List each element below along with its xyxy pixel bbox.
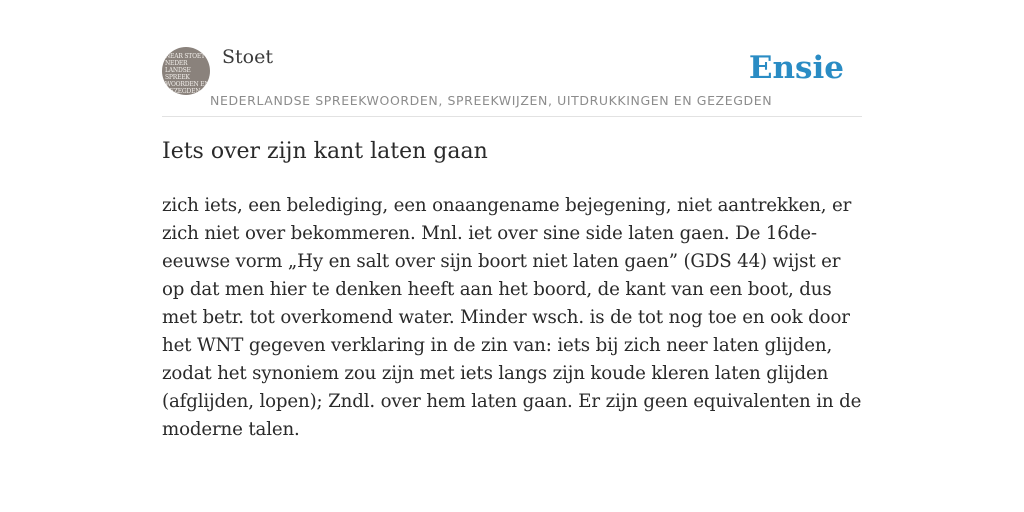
- entry-title: Iets over zijn kant laten gaan: [162, 139, 488, 164]
- source-avatar[interactable]: [162, 47, 210, 95]
- source-author[interactable]: Stoet: [222, 46, 273, 68]
- ensie-logo[interactable]: Ensie: [748, 50, 844, 86]
- source-subtitle[interactable]: NEDERLANDSE SPREEKWOORDEN, SPREEKWIJZEN, UITDRUKKINGEN EN GEZEGDEN: [210, 93, 773, 108]
- entry-definition: zich iets, een belediging, een onaangename bejegening, niet aantrekken, er zich niet over bekommeren. Mnl. iet over sine side laten gaen. De 16de-eeuwse vorm „Hy en salt over sijn boort niet laten gaen” (GDS 44) wijst er op dat men hier te denken heeft aan het boord, de kant van een boot, dus met betr. tot overkomend water. Minder wsch. is de tot nog toe en ook door het WNT gegeven verklaring in de zin van: iets bij zich neer laten glijden, zodat het synoniem zou zijn met iets langs zijn koude kleren laten glijden (afglijden, lopen); Zndl. over hem laten gaan. Er zijn geen equivalenten in de moderne talen.: [162, 195, 862, 440]
- source-avatar-text: NEAR STOET NEDER LANDSE SPREEK WOORDEN EN GEZEGDEN: [165, 53, 210, 95]
- source-header: [162, 44, 862, 117]
